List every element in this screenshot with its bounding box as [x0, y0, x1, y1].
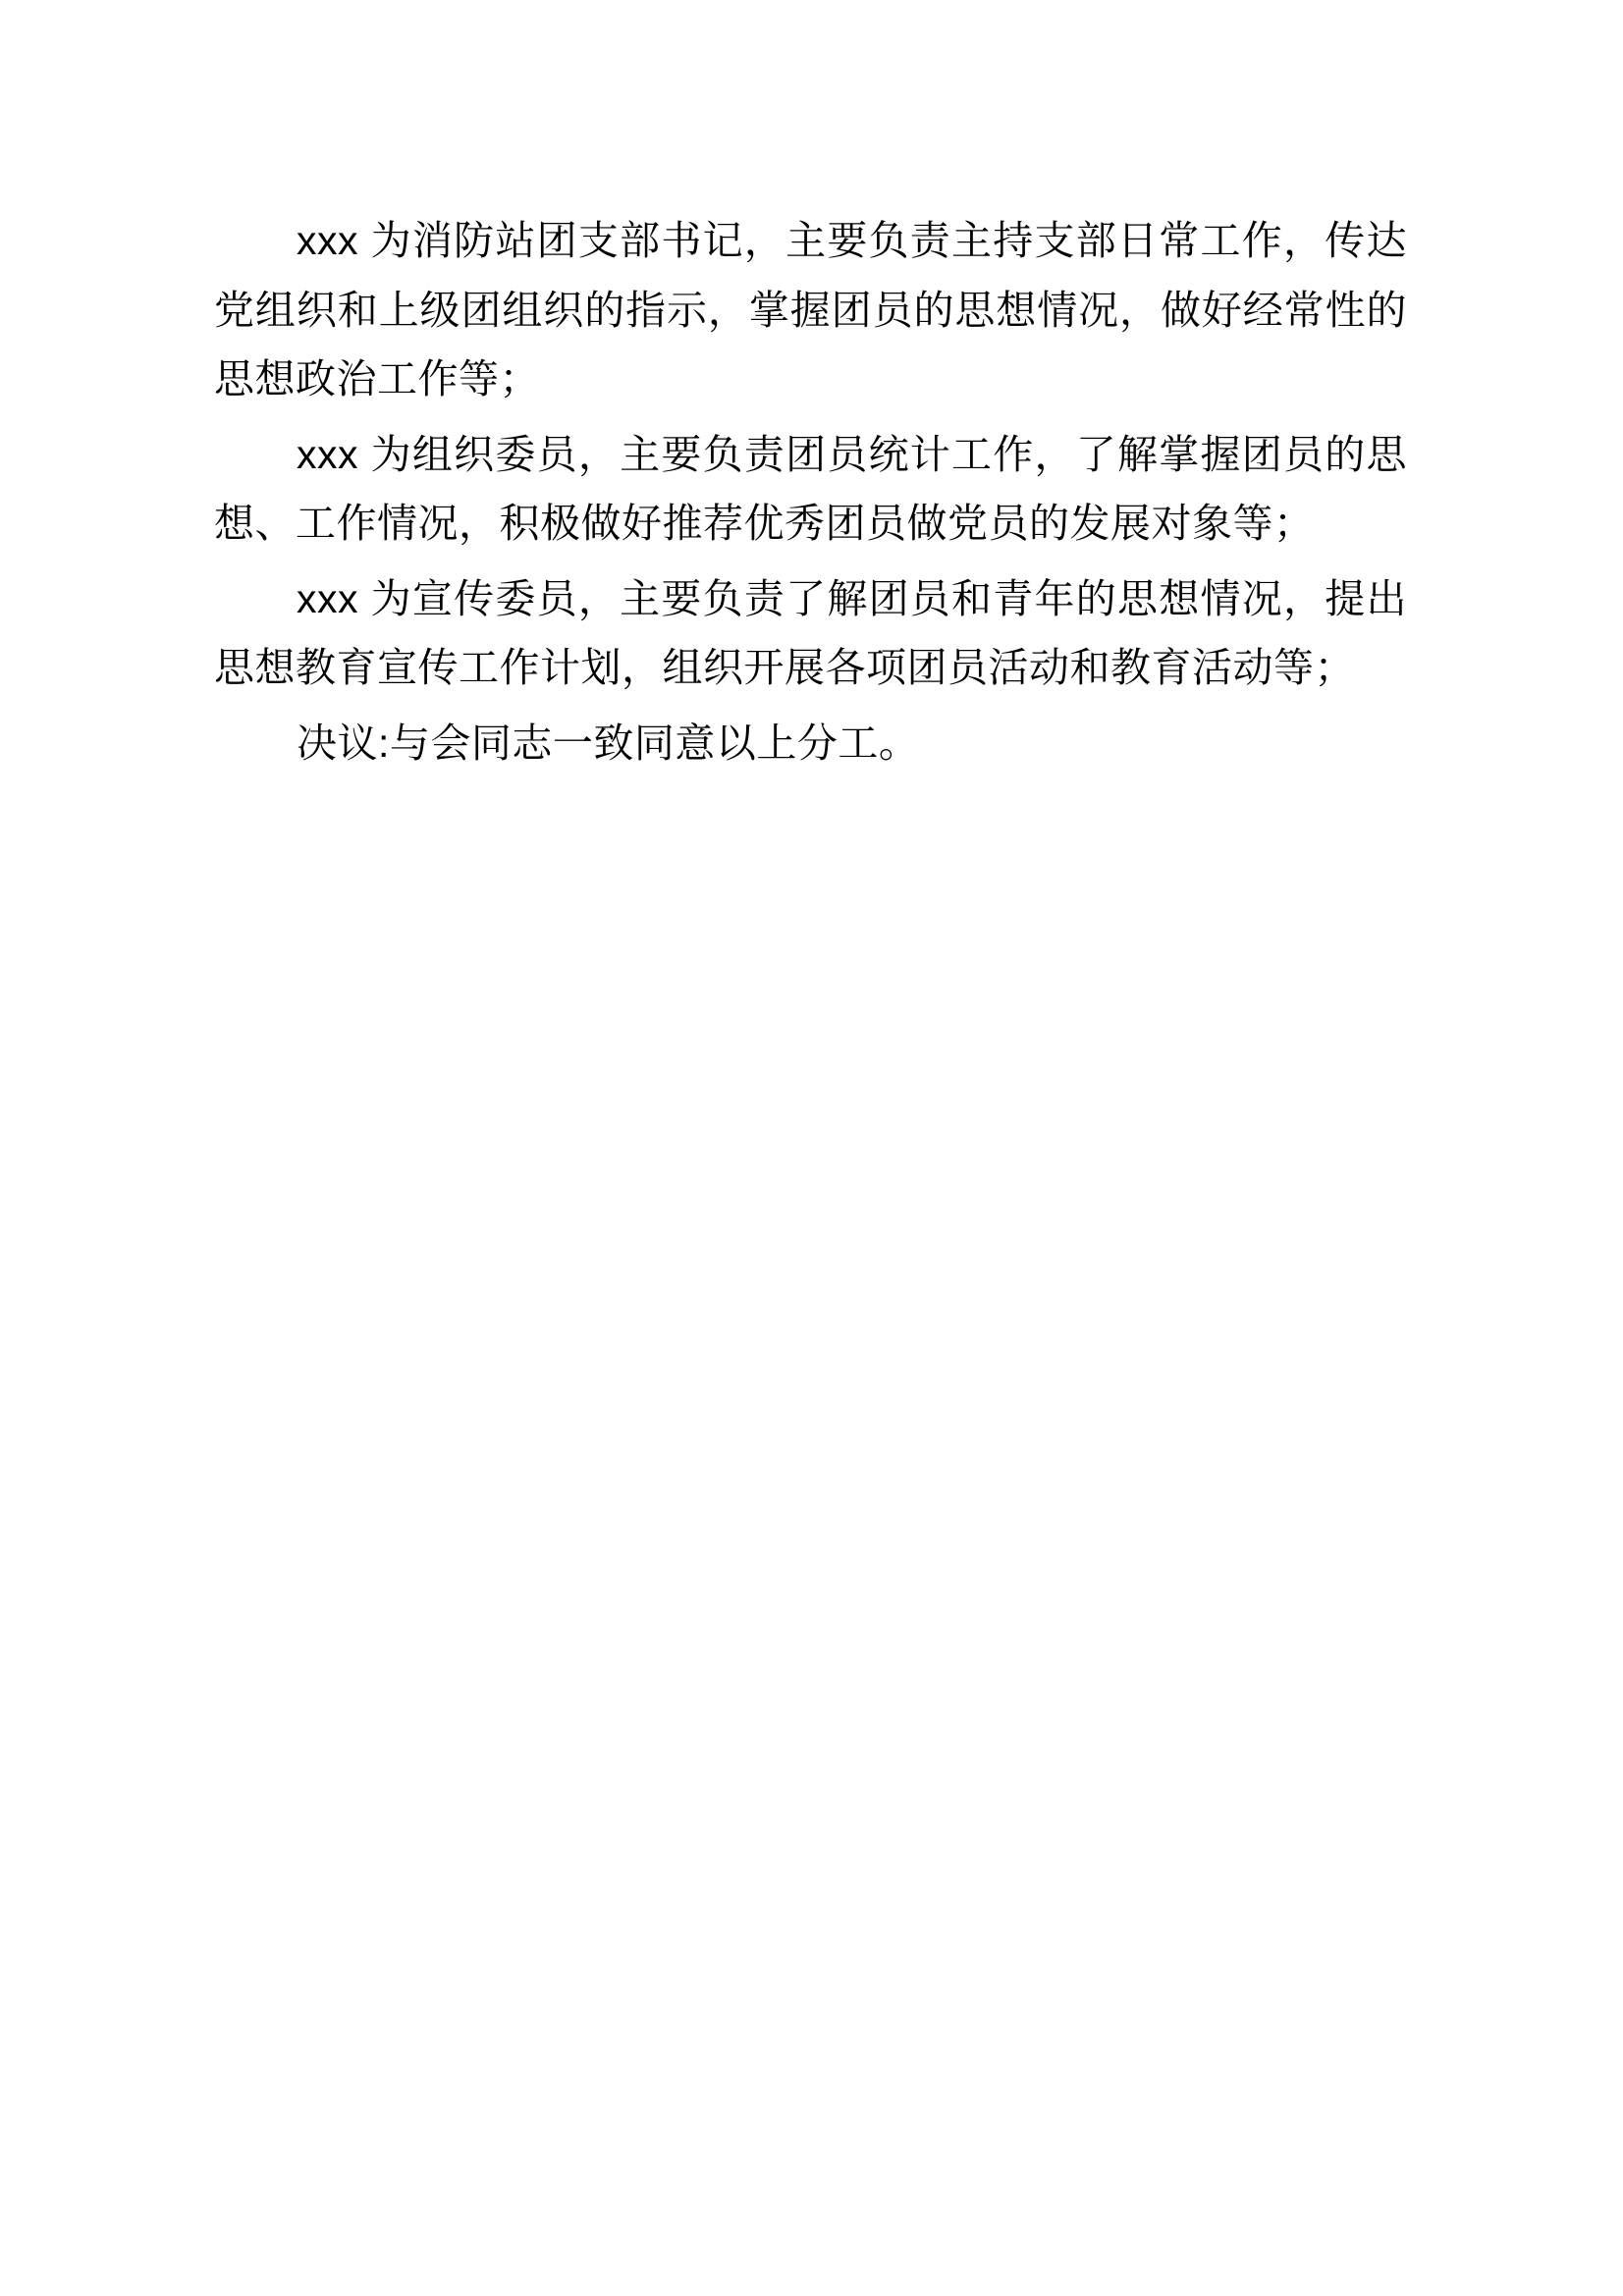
- paragraph-3: xxx 为宣传委员，主要负责了解团员和青年的思想情况，提出思想教育宣传工作计划，组织开展各项团员活动和教育活动等；: [214, 575, 1407, 691]
- document-body: [214, 206, 1407, 777]
- paragraph-resolution: 决议:与会同志一致同意以上分工。: [297, 720, 920, 766]
- paragraph-1: xxx 为消防站团支部书记，主要负责主持支部日常工作，传达党组织和上级团组织的指示，掌握团员的思想情况，做好经常性的思想政治工作等；: [214, 218, 1407, 402]
- paragraph-2: xxx 为组织委员，主要负责团员统计工作，了解掌握团员的思想、工作情况，积极做好推荐优秀团员做党员的发展对象等；: [214, 431, 1407, 547]
